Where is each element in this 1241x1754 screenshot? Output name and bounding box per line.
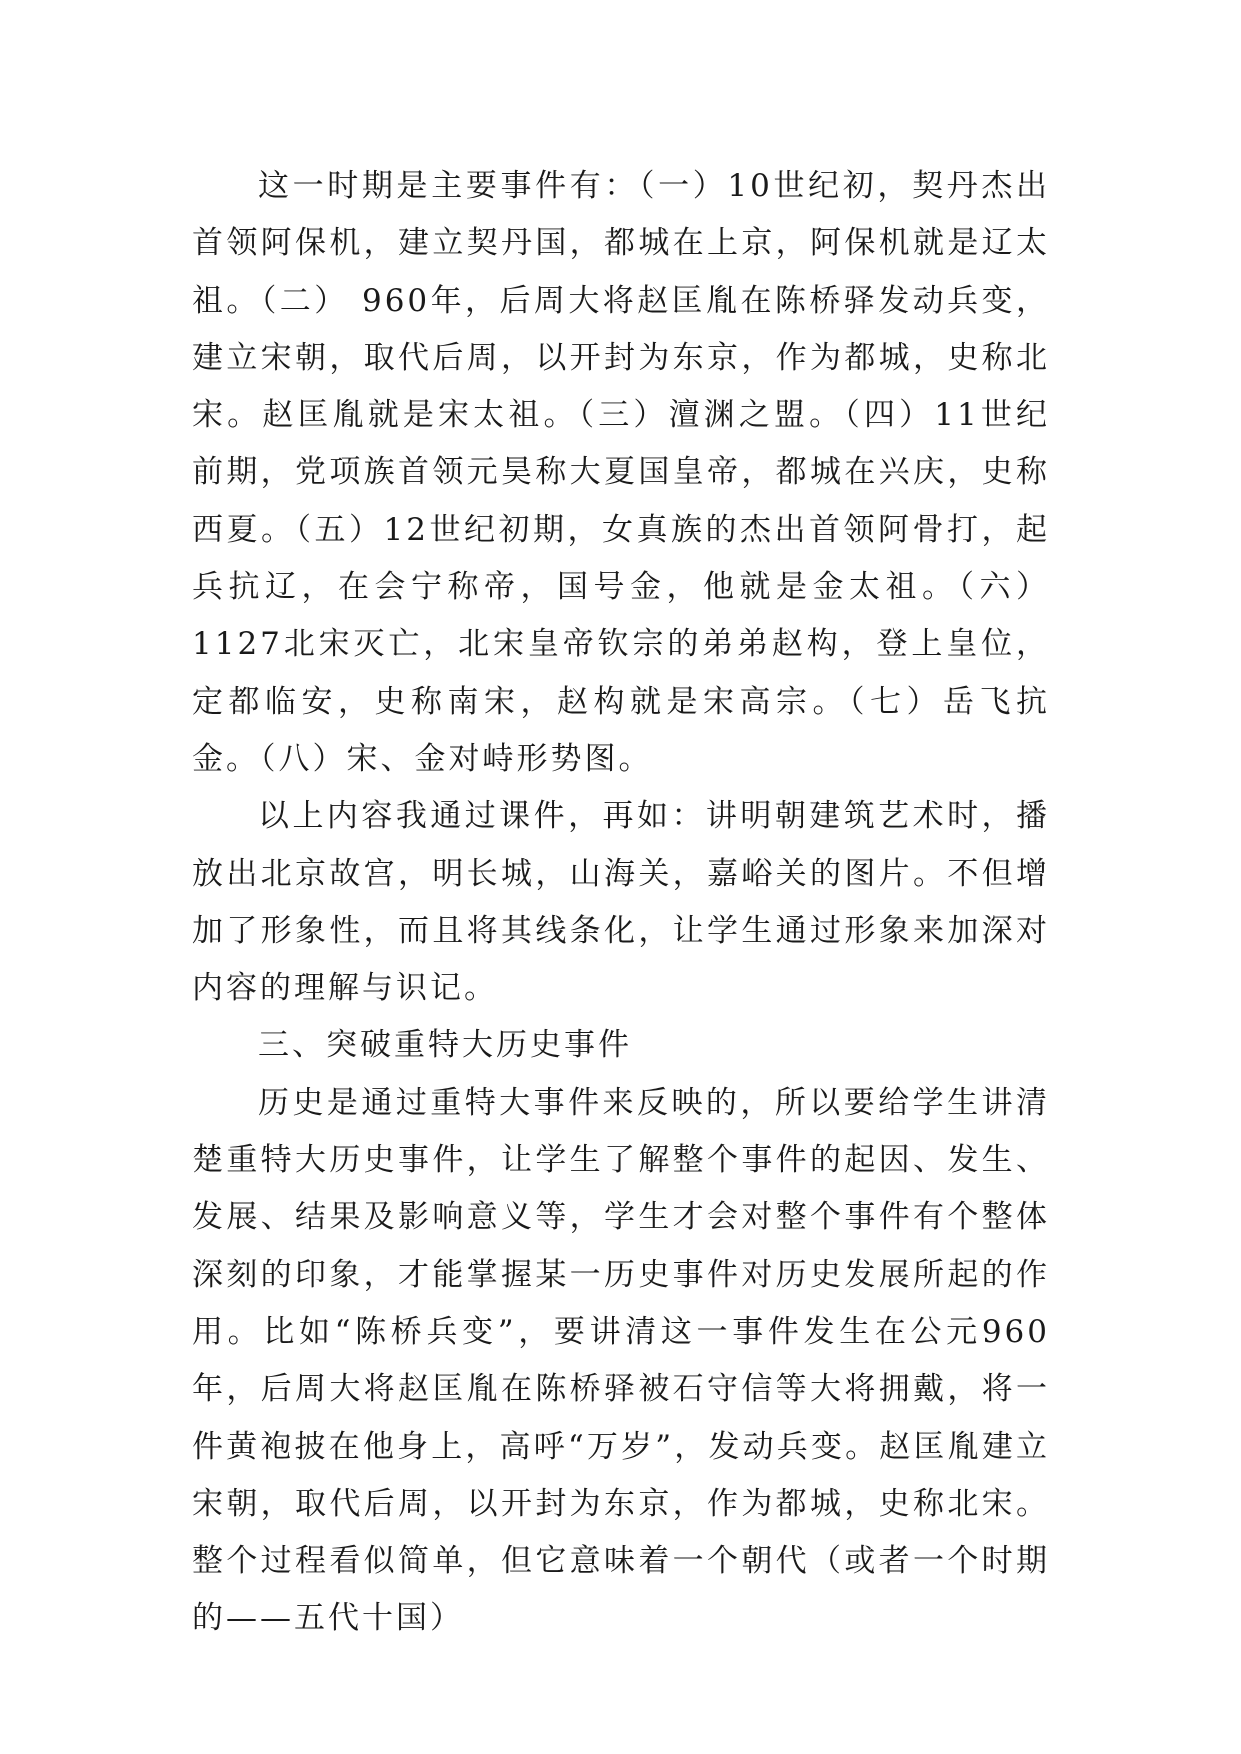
paragraph-major-events: 历史是通过重特大事件来反映的，所以要给学生讲清楚重特大历史事件，让学生了解整个事件的起因、发生、发展、结果及影响意义等，学生才会对整个事件有个整体深刻的印象，才能掌握某一历史事件对历史发展所起的作用。比如“陈桥兵变”，要讲清这一事件发生在公元960年，后周大将赵匡胤在陈桥驿被石守信等大将拥戴，将一件黄袍披在他身上，高呼“万岁”，发动兵变。赵匡胤建立宋朝，取代后周，以开封为东京，作为都城，史称北宋。整个过程看似简单，但它意味着一个朝代（或者一个时期的——五代十国） xyxy=(192,1084,1050,1637)
paragraph-main-events: 这一时期是主要事件有：（一）10世纪初，契丹杰出首领阿保机，建立契丹国，都城在上京，阿保机就是辽太祖。（二） 960年，后周大将赵匡胤在陈桥驿发动兵变，建立宋朝，取代后周，以开封为东京，作为都城，史称北宋。赵匡胤就是宋太祖。（三）澶渊之盟。（四）11世纪前期，党项族首领元昊称大夏国皇帝，都城在兴庆，史称西夏。（五）12世纪初期，女真族的杰出首领阿骨打，起兵抗辽，在会宁称帝，国号金，他就是金太祖。（六）1127北宋灭亡，北宋皇帝钦宗的弟弟赵构，登上皇位，定都临安，史称南宋，赵构就是宋高宗。（七）岳飞抗金。（八）宋、金对峙形势图。 xyxy=(192,168,1050,777)
body-text xyxy=(192,158,1050,1648)
paragraph-courseware: 以上内容我通过课件，再如：讲明朝建筑艺术时，播放出北京故宫，明长城，山海关，嘉峪关的图片。不但增加了形象性，而且将其线条化，让学生通过形象来加深对内容的理解与识记。 xyxy=(192,798,1050,1007)
section-heading: 三、突破重特大历史事件 xyxy=(258,1027,632,1064)
